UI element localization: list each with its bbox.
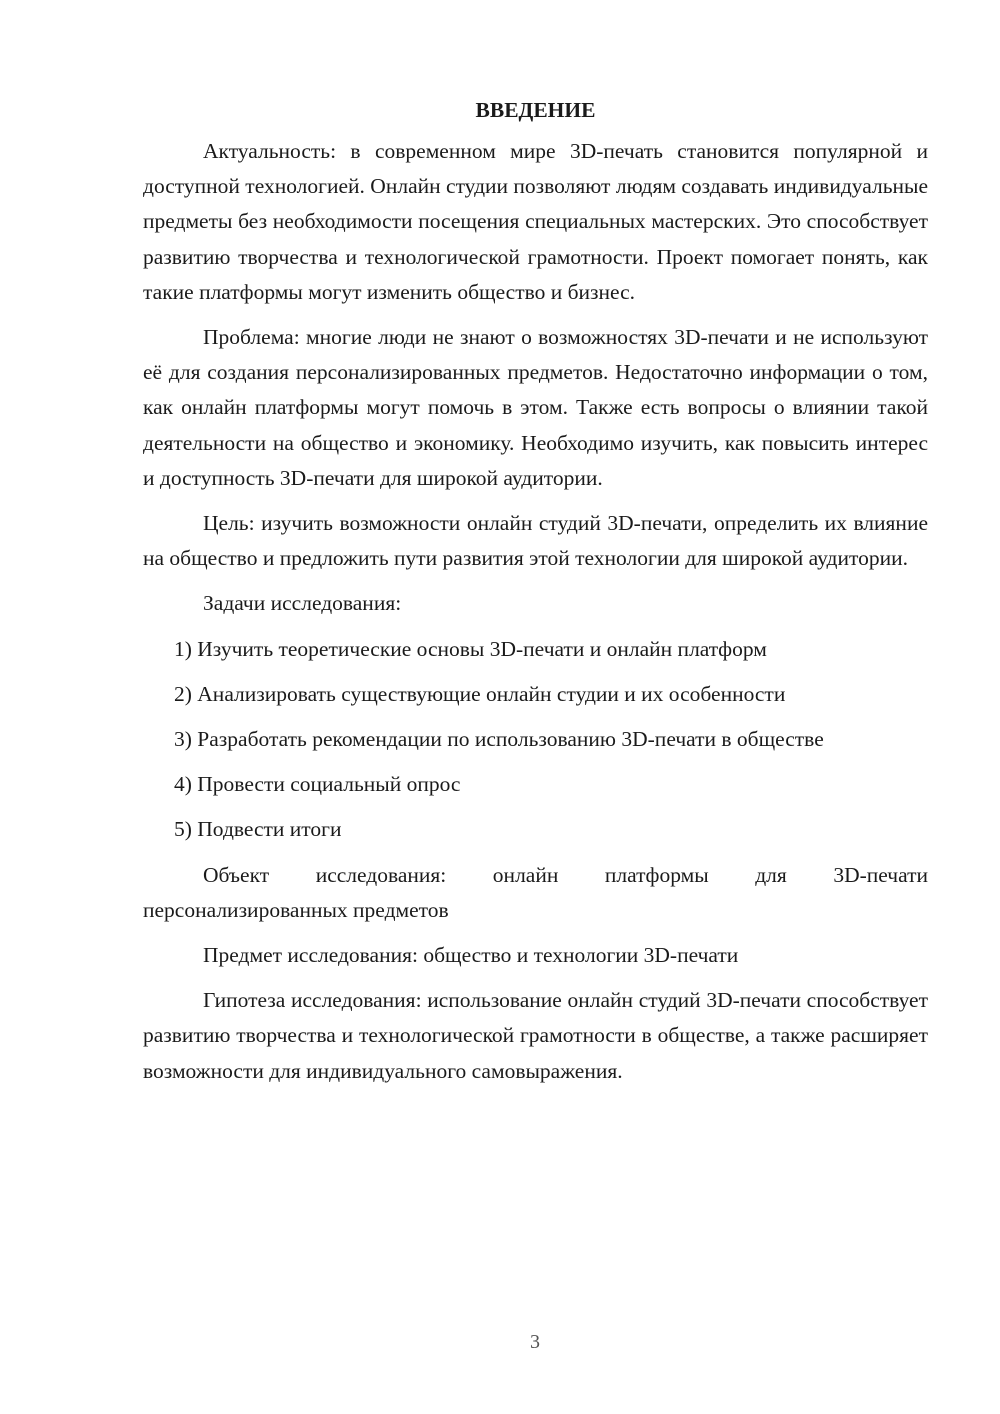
list-item: 1) Изучить теоретические основы 3D-печати и онлайн платформ bbox=[174, 636, 767, 661]
paragraph-subject: Предмет исследования: общество и технологии 3D-печати bbox=[203, 943, 739, 968]
paragraph-goal: Цель: изучить возможности онлайн студий 3D-печати, определить их влияние на общество и предложить пути развития этой технологии для широкой аудитории. bbox=[143, 511, 928, 571]
paragraph-problem: Проблема: многие люди не знают о возможностях 3D-печати и не используют её для создания персонализированных предметов. Недостаточно информации о том, как онлайн платформы могут помочь в этом. Также есть вопросы о влиянии такой деятельности на общество и экономику. Необходимо изучить, как повысить интерес и доступность 3D-печати для широкой аудитории. bbox=[143, 325, 928, 490]
list-item: 5) Подвести итоги bbox=[174, 817, 342, 842]
page-number: 3 bbox=[530, 1331, 540, 1353]
paragraph-object: Объект исследования: онлайн платформы для 3D-печати персонализированных предметов bbox=[143, 862, 928, 922]
paragraph-hypothesis: Гипотеза исследования: использование онлайн студий 3D-печати способствует развитию творчества и технологической грамотности в обществе, а также расширяет возможности для индивидуального самовыражения. bbox=[143, 988, 928, 1083]
page-title: ВВЕДЕНИЕ bbox=[475, 98, 596, 122]
paragraph-relevance: Актуальность: в современном мире 3D-печать становится популярной и доступной технологией. Онлайн студии позволяют людям создавать индивидуальные предметы без необходимости посещения специальных мастерских. Это способствует развитию творчества и технологической грамотности. Проект помогает понять, как такие платформы могут изменить общество и бизнес. bbox=[143, 139, 928, 304]
list-item: 2) Анализировать существующие онлайн студии и их особенности bbox=[174, 681, 786, 706]
tasks-title: Задачи исследования: bbox=[203, 591, 402, 616]
list-item: 4) Провести социальный опрос bbox=[174, 772, 461, 797]
tasks-list bbox=[143, 632, 928, 848]
list-item: 3) Разработать рекомендации по использованию 3D-печати в обществе bbox=[174, 727, 824, 752]
document-page bbox=[143, 92, 928, 1099]
